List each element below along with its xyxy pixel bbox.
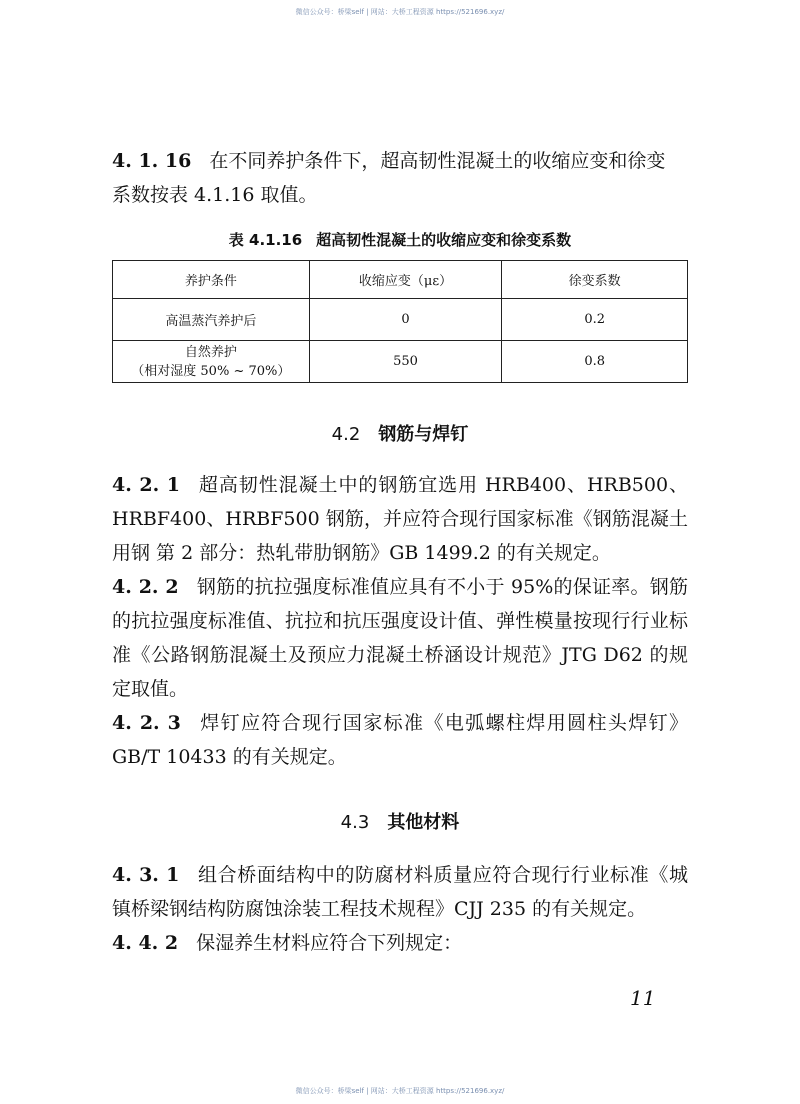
clause-text: 焊钉应符合现行国家标准《电弧螺柱焊用圆柱头焊钉》GB/T 10433 的有关规定。 bbox=[112, 712, 688, 768]
page-number: 11 bbox=[630, 986, 656, 1010]
clause-text: 保湿养生材料应符合下列规定： bbox=[196, 932, 463, 954]
clause-text-line2: 系数按表 4.1.16 取值。 bbox=[112, 184, 318, 206]
clause-text: 超高韧性混凝土中的钢筋宜选用 HRB400、HRB500、HRBF400、HRBF500 钢筋，并应符合现行国家标准《钢筋混凝土用钢 第 2 部分：热轧带肋钢筋》GB 1499.2 的有关规定。 bbox=[112, 474, 689, 564]
section-title: 钢筋与焊钉 bbox=[378, 424, 469, 445]
clauses-4-3 bbox=[112, 858, 688, 960]
clause-4-3-1 bbox=[112, 858, 688, 926]
watermark-top: 微信公众号：桥梁self | 网站：大桥工程资源 https://521696.xyz/ bbox=[295, 8, 505, 16]
table-cell-condition-note: （相对湿度 50% ~ 70%） bbox=[131, 363, 291, 379]
shrinkage-creep-table bbox=[112, 260, 688, 383]
clause-4-1-16 bbox=[112, 144, 688, 212]
clause-number: 4. 3. 1 bbox=[112, 864, 180, 886]
table-cell-condition-main: 自然养护 bbox=[184, 344, 237, 360]
table-row bbox=[113, 299, 688, 341]
clause-text: 钢筋的抗拉强度标准值应具有不小于 95%的保证率。钢筋的抗拉强度标准值、抗拉和抗压强度设计值、弹性模量按现行行业标准《公路钢筋混凝土及预应力混凝土桥涵设计规范》JTG D62 的规定取值。 bbox=[112, 576, 688, 700]
table-cell-creep: 0.2 bbox=[502, 299, 688, 341]
section-heading-4-3 bbox=[0, 808, 800, 834]
table-cell-shrinkage: 550 bbox=[309, 341, 502, 383]
section-heading-4-2 bbox=[0, 420, 800, 446]
section-number: 4.2 bbox=[331, 424, 361, 445]
table-header-cell: 徐变系数 bbox=[502, 261, 688, 299]
table-caption bbox=[0, 229, 800, 250]
clause-text: 组合桥面结构中的防腐材料质量应符合现行行业标准《城镇桥梁钢结构防腐蚀涂装工程技术规程》CJJ 235 的有关规定。 bbox=[112, 864, 688, 920]
table-cell-creep: 0.8 bbox=[502, 341, 688, 383]
clause-number: 4. 2. 1 bbox=[112, 474, 180, 496]
clause-number: 4. 2. 3 bbox=[112, 712, 181, 734]
clause-4-4-2 bbox=[112, 926, 688, 960]
table-row bbox=[113, 341, 688, 383]
clause-4-2-1 bbox=[112, 468, 688, 570]
section-number: 4.3 bbox=[340, 812, 370, 833]
clauses-4-2 bbox=[112, 468, 688, 774]
table-cell-condition: 高温蒸汽养护后 bbox=[113, 299, 310, 341]
table-header-cell: 养护条件 bbox=[113, 261, 310, 299]
table-cell-condition bbox=[113, 341, 310, 383]
table-caption-title: 超高韧性混凝土的收缩应变和徐变系数 bbox=[316, 231, 572, 249]
table-header-cell: 收缩应变（με） bbox=[309, 261, 502, 299]
clause-4-2-3 bbox=[112, 706, 688, 774]
clause-text-line1: 在不同养护条件下，超高韧性混凝土的收缩应变和徐变 bbox=[209, 150, 666, 172]
table-cell-shrinkage: 0 bbox=[309, 299, 502, 341]
section-title: 其他材料 bbox=[387, 812, 460, 833]
watermark-bottom: 微信公众号：桥梁self | 网站：大桥工程资源 https://521696.xyz/ bbox=[295, 1087, 505, 1095]
clause-number: 4. 4. 2 bbox=[112, 932, 179, 954]
clause-number: 4. 2. 2 bbox=[112, 576, 179, 598]
table-caption-number: 表 4.1.16 bbox=[228, 231, 303, 249]
table-header-row bbox=[113, 261, 688, 299]
clause-number: 4. 1. 16 bbox=[112, 150, 192, 172]
clause-4-2-2 bbox=[112, 570, 688, 706]
